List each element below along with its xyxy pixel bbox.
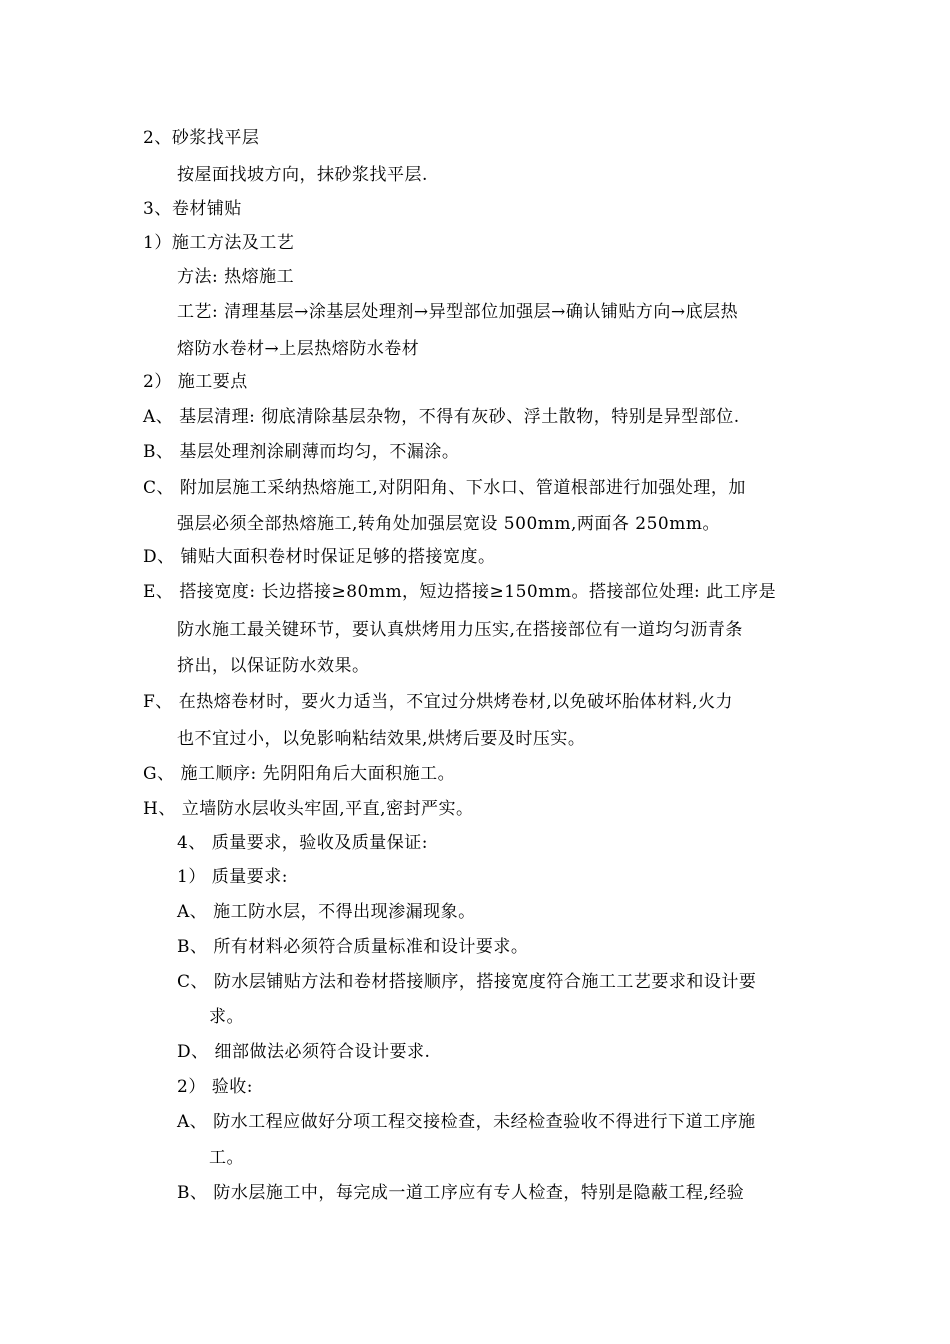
list-item: F、 在热熔卷材时，要火力适当，不宜过分烘烤卷材,以免破坏胎体材料,火力 [143,692,734,712]
paragraph-line: 按屋面找坡方向，抹砂浆找平层. [177,165,428,185]
list-item-continuation: 求。 [209,1007,244,1027]
list-item: B、 防水层施工中，每完成一道工序应有专人检查，特别是隐蔽工程,经验 [177,1183,745,1203]
list-item: D、 铺贴大面积卷材时保证足够的搭接宽度。 [143,547,496,567]
list-item: A、 防水工程应做好分项工程交接检查，未经检查验收不得进行下道工序施 [177,1112,756,1132]
list-item: A、 施工防水层，不得出现渗漏现象。 [177,902,476,922]
list-item: G、 施工顺序: 先阴阳角后大面积施工。 [143,764,456,784]
heading-mortar-leveling: 2、砂浆找平层 [143,128,260,148]
subheading-method: 1）施工方法及工艺 [143,233,295,253]
list-item-continuation: 强层必须全部热熔施工,转角处加强层宽设 500mm,两面各 250mm。 [177,514,720,534]
heading-quality: 4、 质量要求，验收及质量保证: [177,833,428,853]
list-item: E、 搭接宽度: 长边搭接≥80mm，短边搭接≥150mm。搭接部位处理: 此工序是 [143,582,777,602]
paragraph-line: 熔防水卷材→上层热熔防水卷材 [177,339,420,359]
list-item-continuation: 也不宜过小，以免影响粘结效果,烘烤后要及时压实。 [177,729,586,749]
subheading-quality-requirements: 1） 质量要求: [177,867,288,887]
list-item-continuation: 防水施工最关键环节，要认真烘烤用力压实,在搭接部位有一道均匀沥青条 [177,620,743,640]
list-item: C、 防水层铺贴方法和卷材搭接顺序，搭接宽度符合施工工艺要求和设计要 [177,972,757,992]
list-item: B、 所有材料必须符合质量标准和设计要求。 [177,937,529,957]
paragraph-line: 工艺: 清理基层→涂基层处理剂→异型部位加强层→确认铺贴方向→底层热 [177,302,739,322]
heading-membrane-laying: 3、卷材铺贴 [143,199,242,219]
list-item: H、 立墙防水层收头牢固,平直,密封严实。 [143,799,474,819]
list-item-continuation: 工。 [209,1148,244,1168]
list-item: C、 附加层施工采纳热熔施工,对阴阳角、下水口、管道根部进行加强处理，加 [143,478,746,498]
paragraph-line: 方法: 热熔施工 [177,267,295,287]
list-item: B、 基层处理剂涂刷薄而均匀，不漏涂。 [143,442,460,462]
list-item-continuation: 挤出，以保证防水效果。 [177,656,370,676]
subheading-key-points: 2） 施工要点 [143,372,248,392]
list-item: A、 基层清理: 彻底清除基层杂物，不得有灰砂、浮土散物，特别是异型部位. [143,407,740,427]
list-item: D、 细部做法必须符合设计要求. [177,1042,431,1062]
subheading-acceptance: 2） 验收: [177,1077,253,1097]
